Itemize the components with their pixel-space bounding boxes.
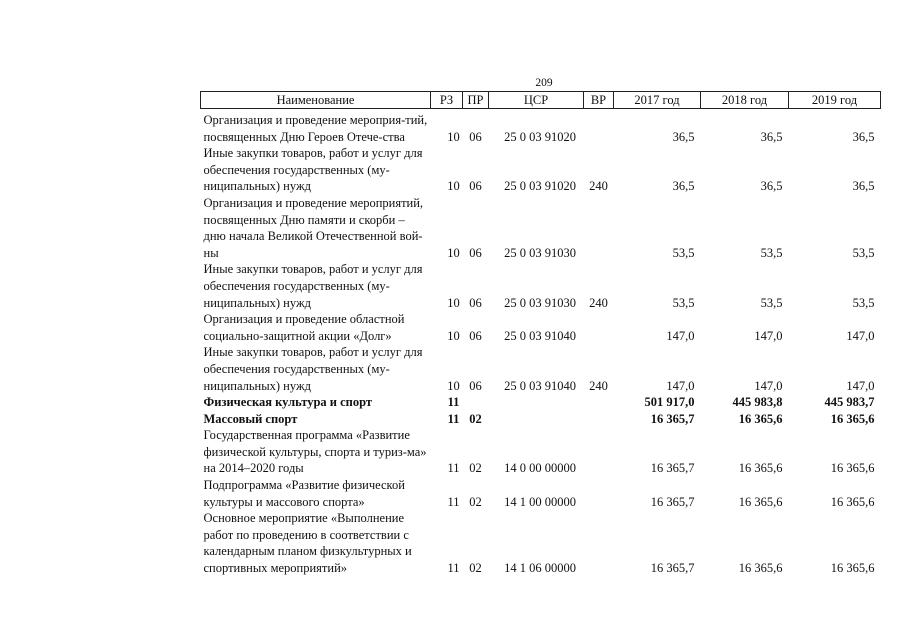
row-csr: 14 1 00 00000 xyxy=(504,494,576,509)
row-pr: 06 xyxy=(469,328,482,343)
row-csr: 14 1 06 00000 xyxy=(504,561,576,576)
row-vr: 240 xyxy=(589,378,608,393)
row-2019: 16 365,6 xyxy=(830,461,875,476)
row-rz: 11 xyxy=(447,461,460,476)
row-pr: 02 xyxy=(469,411,482,426)
table-row xyxy=(201,109,881,146)
row-2018: 147,0 xyxy=(754,378,783,393)
header-rz: РЗ xyxy=(431,92,463,109)
row-vr xyxy=(584,109,614,146)
row-2018: 16 365,6 xyxy=(738,561,783,576)
row-csr: 25 0 03 91040 xyxy=(504,328,576,343)
row-2019: 16 365,6 xyxy=(830,411,875,426)
row-name: Организация и проведение областной социально-защитной акции «Долг» xyxy=(203,312,405,343)
row-vr: 240 xyxy=(589,179,608,194)
row-2019: 16 365,6 xyxy=(830,494,875,509)
row-name: Иные закупки товаров, работ и услуг для обеспечения государственных (му-ниципальных) нужд xyxy=(203,262,423,310)
row-2019: 53,5 xyxy=(852,245,875,260)
row-vr: 240 xyxy=(589,295,608,310)
row-name: Массовый спорт xyxy=(203,411,298,426)
table-row xyxy=(201,344,881,394)
row-pr: 06 xyxy=(469,179,482,194)
header-2018: 2018 год xyxy=(701,92,789,109)
table-row xyxy=(201,145,881,195)
row-2018: 16 365,6 xyxy=(738,461,783,476)
header-2019: 2019 год xyxy=(789,92,881,109)
row-2017: 53,5 xyxy=(672,295,695,310)
table-row-subsection xyxy=(201,411,881,428)
table-row xyxy=(201,311,881,344)
row-2017: 36,5 xyxy=(672,179,695,194)
row-rz: 11 xyxy=(447,411,460,426)
row-2017: 53,5 xyxy=(672,245,695,260)
row-2018: 147,0 xyxy=(754,328,783,343)
row-csr: 25 0 03 91020 xyxy=(504,179,576,194)
row-2017: 501 917,0 xyxy=(644,395,695,410)
row-2017: 16 365,7 xyxy=(650,561,695,576)
row-vr xyxy=(584,311,614,344)
row-pr: 02 xyxy=(469,561,482,576)
row-csr: 25 0 03 91020 xyxy=(504,129,576,144)
row-name: Иные закупки товаров, работ и услуг для обеспечения государственных (му-ниципальных) нужд xyxy=(203,345,423,393)
table-row-section xyxy=(201,394,881,411)
header-name: Наименование xyxy=(201,92,431,109)
page-number: 209 xyxy=(535,77,553,89)
row-2018: 53,5 xyxy=(760,295,783,310)
row-rz: 11 xyxy=(447,395,460,410)
row-vr xyxy=(584,394,614,411)
row-csr xyxy=(489,394,584,411)
budget-table xyxy=(200,91,881,577)
row-2019: 53,5 xyxy=(852,295,875,310)
row-2018: 36,5 xyxy=(760,179,783,194)
row-2017: 16 365,7 xyxy=(650,461,695,476)
row-name: Подпрограмма «Развитие физической культуры и массового спорта» xyxy=(203,478,405,509)
row-vr xyxy=(584,411,614,428)
row-2019: 147,0 xyxy=(846,378,875,393)
row-vr xyxy=(584,195,614,261)
row-pr: 02 xyxy=(469,461,482,476)
row-2018: 36,5 xyxy=(760,129,783,144)
row-csr: 25 0 03 91030 xyxy=(504,245,576,260)
row-rz: 10 xyxy=(447,179,460,194)
row-vr xyxy=(584,477,614,510)
row-2017: 36,5 xyxy=(672,129,695,144)
row-2019: 36,5 xyxy=(852,129,875,144)
row-2017: 147,0 xyxy=(666,378,695,393)
row-2017: 16 365,7 xyxy=(650,494,695,509)
row-rz: 10 xyxy=(447,129,460,144)
row-csr: 14 0 00 00000 xyxy=(504,461,576,476)
row-pr xyxy=(463,394,489,411)
row-name: Организация и проведение мероприятий, посвященных Дню памяти и скорби – дню начала Великой Отечественной вой-ны xyxy=(203,195,424,260)
header-vr: ВР xyxy=(584,92,614,109)
row-pr: 02 xyxy=(469,494,482,509)
header-2017: 2017 год xyxy=(614,92,701,109)
row-pr: 06 xyxy=(469,378,482,393)
row-rz: 10 xyxy=(447,245,460,260)
table-row xyxy=(201,510,881,576)
row-2019: 36,5 xyxy=(852,179,875,194)
row-2018: 53,5 xyxy=(760,245,783,260)
row-name: Основное мероприятие «Выполнение работ по проведению в соответствии с календарным планом физкультурных и спортивных мероприятий» xyxy=(203,511,412,576)
table-row xyxy=(201,261,881,311)
row-2017: 16 365,7 xyxy=(650,411,695,426)
row-2018: 16 365,6 xyxy=(738,411,783,426)
row-rz: 11 xyxy=(447,494,460,509)
row-csr: 25 0 03 91030 xyxy=(504,295,576,310)
table-header-row xyxy=(201,92,881,109)
row-rz: 10 xyxy=(447,328,460,343)
row-2018: 445 983,8 xyxy=(732,395,783,410)
row-pr: 06 xyxy=(469,129,482,144)
row-2019: 147,0 xyxy=(846,328,875,343)
row-rz: 10 xyxy=(447,378,460,393)
row-pr: 06 xyxy=(469,295,482,310)
header-pr: ПР xyxy=(463,92,489,109)
row-rz: 10 xyxy=(447,295,460,310)
row-pr: 06 xyxy=(469,245,482,260)
row-2019: 445 983,7 xyxy=(824,395,875,410)
row-name: Иные закупки товаров, работ и услуг для обеспечения государственных (му-ниципальных) нужд xyxy=(203,146,423,194)
table-row xyxy=(201,195,881,261)
row-vr xyxy=(584,510,614,576)
row-name: Государственная программа «Развитие физической культуры, спорта и туриз-ма» на 2014–2020 годы xyxy=(203,428,427,476)
table-row xyxy=(201,477,881,510)
row-name: Физическая культура и спорт xyxy=(203,395,373,410)
row-rz: 11 xyxy=(447,561,460,576)
row-2019: 16 365,6 xyxy=(830,561,875,576)
row-vr xyxy=(584,427,614,477)
row-csr: 25 0 03 91040 xyxy=(504,378,576,393)
row-2017: 147,0 xyxy=(666,328,695,343)
row-csr xyxy=(489,411,584,428)
header-csr: ЦСР xyxy=(489,92,584,109)
row-name: Организация и проведение мероприя-тий, посвященных Дню Героев Отече-ства xyxy=(203,113,428,144)
table-row xyxy=(201,427,881,477)
row-2018: 16 365,6 xyxy=(738,494,783,509)
